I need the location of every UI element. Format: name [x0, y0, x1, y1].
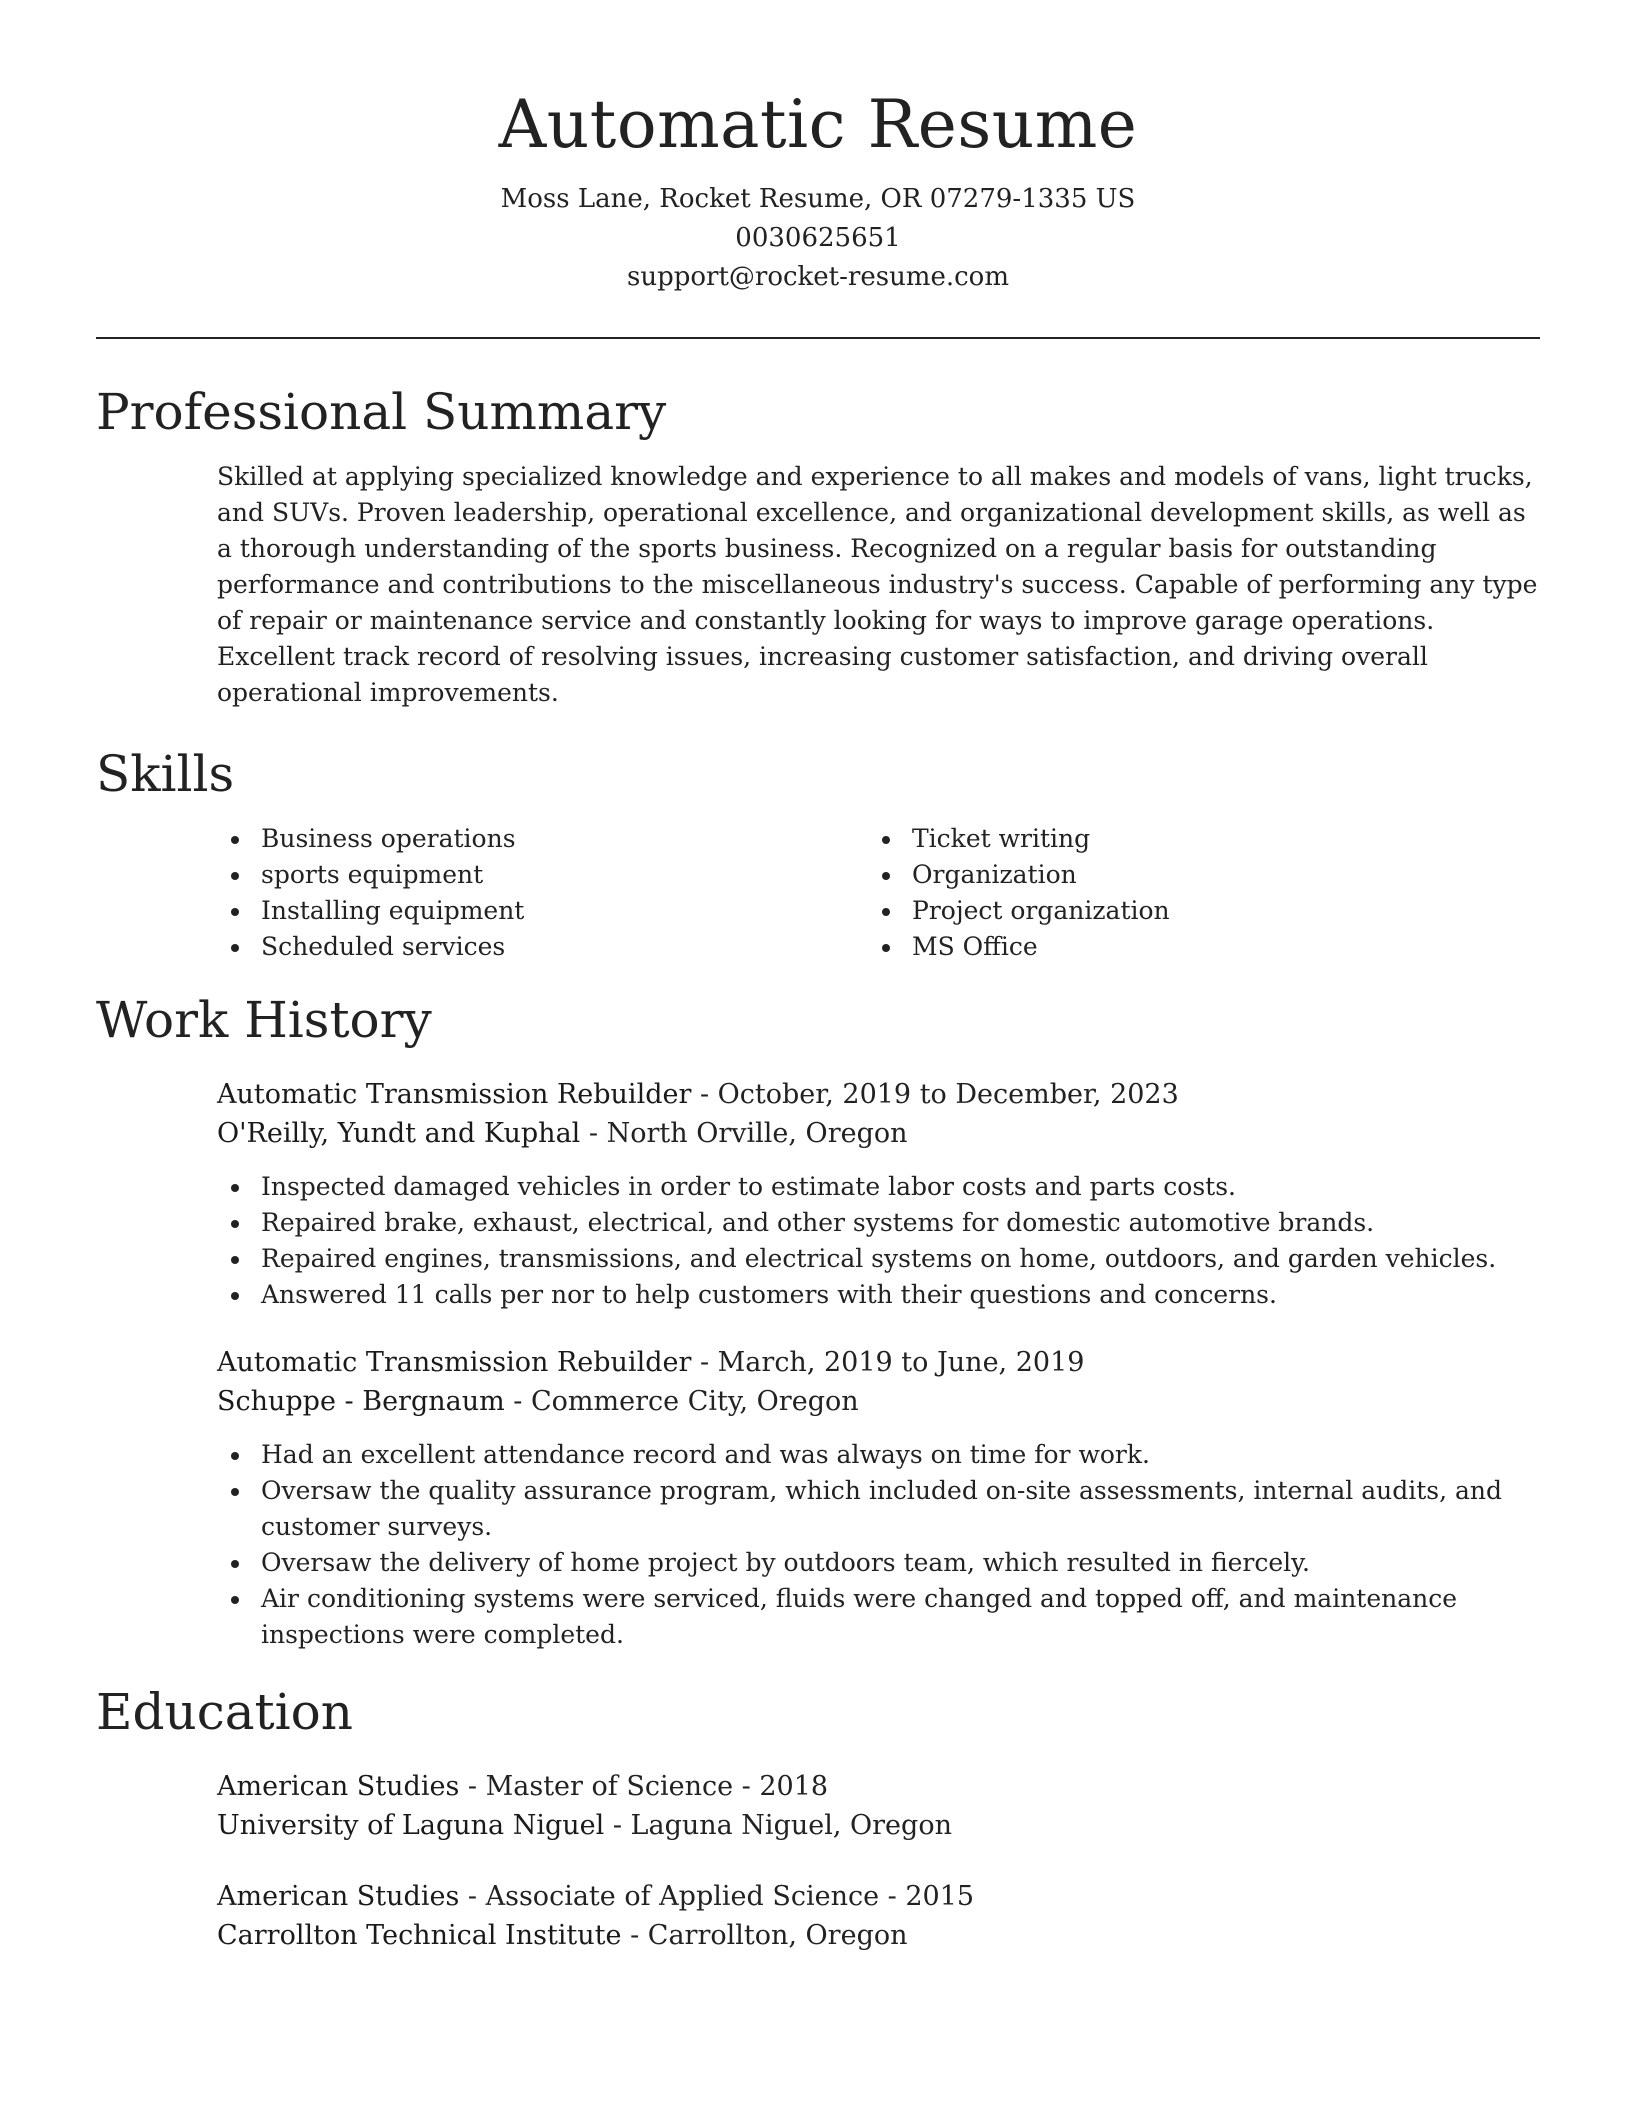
list-item: Oversaw the delivery of home project by outdoors team, which resulted in fiercely. — [217, 1545, 1540, 1581]
degree: - Associate of Applied Science - 2015 — [459, 1881, 975, 1912]
skill-item: Project organization — [868, 893, 1519, 929]
resume-header — [96, 80, 1540, 297]
candidate-name: Automatic Resume — [498, 86, 1138, 163]
study-field: American Studies — [217, 1881, 460, 1912]
contact-info — [96, 180, 1540, 297]
job-entry — [217, 1075, 1540, 1313]
job-company-line — [217, 1382, 1540, 1421]
skill-item: Organization — [868, 857, 1519, 893]
study-field: American Studies — [217, 1771, 460, 1802]
work-history-section — [96, 987, 1540, 1653]
list-item: Repaired brake, exhaust, electrical, and other systems for domestic automotive brands. — [217, 1205, 1540, 1241]
school-location: - Carrollton, Oregon — [621, 1920, 908, 1951]
job-position: Automatic Transmission Rebuilder — [217, 1347, 692, 1378]
list-item: Repaired engines, transmissions, and electrical systems on home, outdoors, and garden vehicles. — [217, 1241, 1540, 1277]
skills-list — [217, 821, 1540, 965]
skills-title: Skills — [96, 745, 235, 803]
summary-section — [96, 379, 1540, 711]
job-dates: - October, 2019 to December, 2023 — [691, 1079, 1179, 1110]
job-title-line — [217, 1075, 1540, 1114]
degree-line — [217, 1877, 1540, 1916]
skill-item: Installing equipment — [217, 893, 868, 929]
skills-section — [96, 741, 1540, 965]
list-item: Oversaw the quality assurance program, which included on-site assessments, internal audits, and customer surveys. — [217, 1473, 1540, 1545]
job-company-line — [217, 1114, 1540, 1153]
skill-item: Ticket writing — [868, 821, 1519, 857]
job-duties — [217, 1437, 1540, 1653]
skills-column-right — [868, 821, 1519, 965]
list-item: Answered 11 calls per nor to help customers with their questions and concerns. — [217, 1277, 1540, 1313]
list-item: Air conditioning systems were serviced, fluids were changed and topped off, and maintenance inspections were completed. — [217, 1581, 1540, 1653]
job-location: - Commerce City, Oregon — [504, 1386, 859, 1417]
job-title-line — [217, 1343, 1540, 1382]
summary-title: Professional Summary — [96, 383, 667, 441]
work-history-title: Work History — [96, 991, 432, 1049]
job-company: Schuppe - Bergnaum — [217, 1386, 505, 1417]
skill-item: Scheduled services — [217, 929, 868, 965]
job-position: Automatic Transmission Rebuilder — [217, 1079, 692, 1110]
job-company: O'Reilly, Yundt and Kuphal — [217, 1118, 581, 1149]
job-entry — [217, 1343, 1540, 1653]
list-item: Had an excellent attendance record and was always on time for work. — [217, 1437, 1540, 1473]
email-address: support@rocket-resume.com — [626, 262, 1009, 292]
job-location: - North Orville, Oregon — [580, 1118, 908, 1149]
skill-item: Business operations — [217, 821, 868, 857]
job-dates: - March, 2019 to June, 2019 — [691, 1347, 1085, 1378]
summary-text: Skilled at applying specialized knowledge and experience to all makes and models of vans, light trucks, and SUVs. Proven leadership, operational excellence, and organizational development skills, as well as a thorough understanding of the sports business. Recognized on a regular basis for outstanding performance and contributions to the miscellaneous industry's success. Capable of performing any type of repair or maintenance service and constantly looking for ways to improve garage operations. Excellent track record of resolving issues, increasing customer satisfaction, and driving overall operational improvements. — [217, 462, 1538, 707]
job-duties — [217, 1169, 1540, 1313]
skill-item: sports equipment — [217, 857, 868, 893]
resume-page — [96, 80, 1540, 1955]
degree: - Master of Science - 2018 — [459, 1771, 829, 1802]
education-entry — [217, 1767, 1540, 1845]
school-location: - Laguna Niguel, Oregon — [604, 1810, 952, 1841]
school-name: University of Laguna Niguel — [217, 1810, 605, 1841]
address: Moss Lane, Rocket Resume, OR 07279-1335 US — [500, 184, 1136, 214]
school-name: Carrollton Technical Institute — [217, 1920, 622, 1951]
degree-line — [217, 1767, 1540, 1806]
education-section — [96, 1679, 1540, 1955]
school-line — [217, 1806, 1540, 1845]
skill-item: MS Office — [868, 929, 1519, 965]
school-line — [217, 1916, 1540, 1955]
phone-number: 0030625651 — [735, 223, 901, 253]
list-item: Inspected damaged vehicles in order to estimate labor costs and parts costs. — [217, 1169, 1540, 1205]
education-entry — [217, 1877, 1540, 1955]
education-title: Education — [96, 1683, 353, 1741]
header-divider — [96, 337, 1540, 339]
skills-column-left — [217, 821, 868, 965]
